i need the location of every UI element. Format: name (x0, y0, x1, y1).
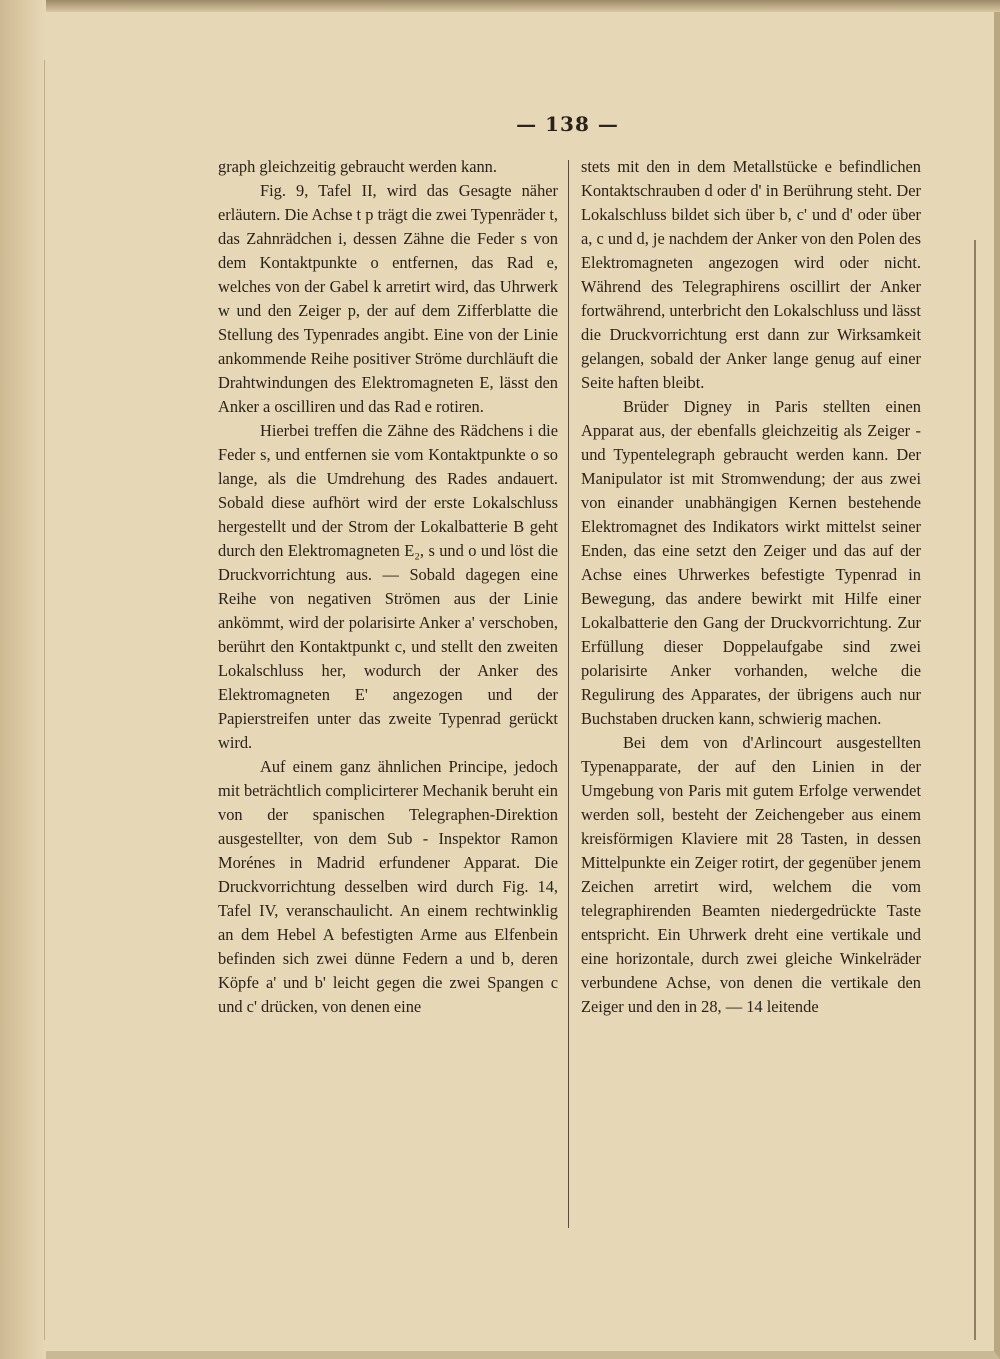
page-top-edge (0, 0, 1000, 12)
page-edge-line (974, 240, 976, 1340)
binding-line (44, 60, 45, 1340)
binding-shadow (0, 0, 46, 1359)
paragraph: Fig. 9, Tafel II, wird das Gesagte näher erläutern. Die Achse t p trägt die zwei Typenräder t, das Zahnrädchen i, dessen Zähne die Feder s von dem Kontaktpunkte o entfernen, das Rad e, welches von der Gabel k arretirt wird, das Uhrwerk w und den Zeiger p, der auf dem Zifferblatte die Stellung des Typenrades angibt. Eine von der Linie ankommende Reihe positiver Ströme durchläuft die Drahtwindungen des Elektromagneten E, lässt den Anker a oscilliren und das Rad e rotiren. (218, 181, 558, 416)
left-column (218, 155, 558, 1019)
paragraph: stets mit den in dem Metallstücke e befindlichen Kontaktschrauben d oder d' in Berührung steht. Der Lokalschluss bildet sich über b, c' und d' oder über a, c und d, je nachdem der Anker von den Polen des Elektromagneten angezogen wird oder nicht. Während des Telegraphirens oscillirt der Anker fortwährend, unterbricht den Lokalschluss und lässt die Druckvorrichtung erst dann zur Wirksamkeit gelangen, sobald der Anker lange genug auf einer Seite haften bleibt. (581, 157, 922, 392)
paragraph: graph gleichzeitig gebraucht werden kann. (218, 157, 497, 176)
page-number: — 138 — (516, 112, 619, 136)
paragraph: Auf einem ganz ähnlichen Principe, jedoch mit beträchtlich complicirterer Mechanik beruht ein von der spanischen Telegraphen-Direktion ausgestellter, von dem Sub - Inspektor Ramon Morénes in Madrid erfundener Apparat. Die Druckvorrichtung desselben wird durch Fig. 14, Tafel IV, veranschaulicht. An einem rechtwinklig an dem Hebel A befestigten Arme aus Elfenbein befinden sich zwei dünne Federn a und b, deren Köpfe a' und b' leicht gegen die zwei Spangen c und c' drücken, von denen eine (218, 757, 558, 1016)
column-divider (568, 160, 569, 1228)
paragraph: Bei dem von d'Arlincourt ausgestellten Typenapparate, der auf den Linien in der Umgebung von Paris mit gutem Erfolge verwendet werden soll, besteht der Zeichengeber aus einem kreisförmigen Klaviere mit 28 Tasten, in dessen Mittelpunkte ein Zeiger rotirt, der gegenüber jenem Zeichen arretirt wird, welchem die vom telegraphirenden Beamten niedergedrückte Taste entspricht. Ein Uhrwerk dreht eine vertikale und eine horizontale, durch zwei gleiche Winkelräder verbundene Achse, von denen die vertikale den Zeiger und den in 28, — 14 leitende (581, 733, 921, 1016)
paragraph: Brüder Digney in Paris stellten einen Apparat aus, der ebenfalls gleichzeitig als Zeiger - und Typentelegraph gebraucht werden kann. Der Manipulator ist mit Stromwendung; der aus zwei von einander unabhängigen Kernen bestehende Elektromagnet des Indikators wirkt mittelst seiner Enden, das eine setzt den Zeiger und das auf der Achse eines Uhrwerkes befestigte Typenrad in Bewegung, das andere bewirkt mit Hilfe einer Lokalbatterie den Gang der Druckvorrichtung. Zur Erfüllung dieser Doppelaufgabe sind zwei polarisirte Anker vorhanden, welche die Regulirung des Apparates, der übrigens auch nur Buchstaben drucken kann, schwierig machen. (581, 397, 921, 728)
right-column (581, 155, 921, 1019)
paragraph: Hierbei treffen die Zähne des Rädchens i die Feder s, und entfernen sie vom Kontaktpunkte o so lange, als die Umdrehung des Rades andauert. Sobald diese aufhört wird der erste Lokalschluss hergestellt und der Strom der Lokalbatterie B geht durch den Elektromagneten E₂, s und o und löst die Druckvorrichtung aus. — Sobald dagegen eine Reihe von negativen Strömen aus der Linie ankömmt, wird der polarisirte Anker a' verschoben, berührt den Kontaktpunkt c, und stellt den zweiten Lokalschluss her, wodurch der Anker des Elektromagneten E' angezogen und der Papierstreifen unter das zweite Typenrad gerückt wird. (218, 421, 558, 752)
